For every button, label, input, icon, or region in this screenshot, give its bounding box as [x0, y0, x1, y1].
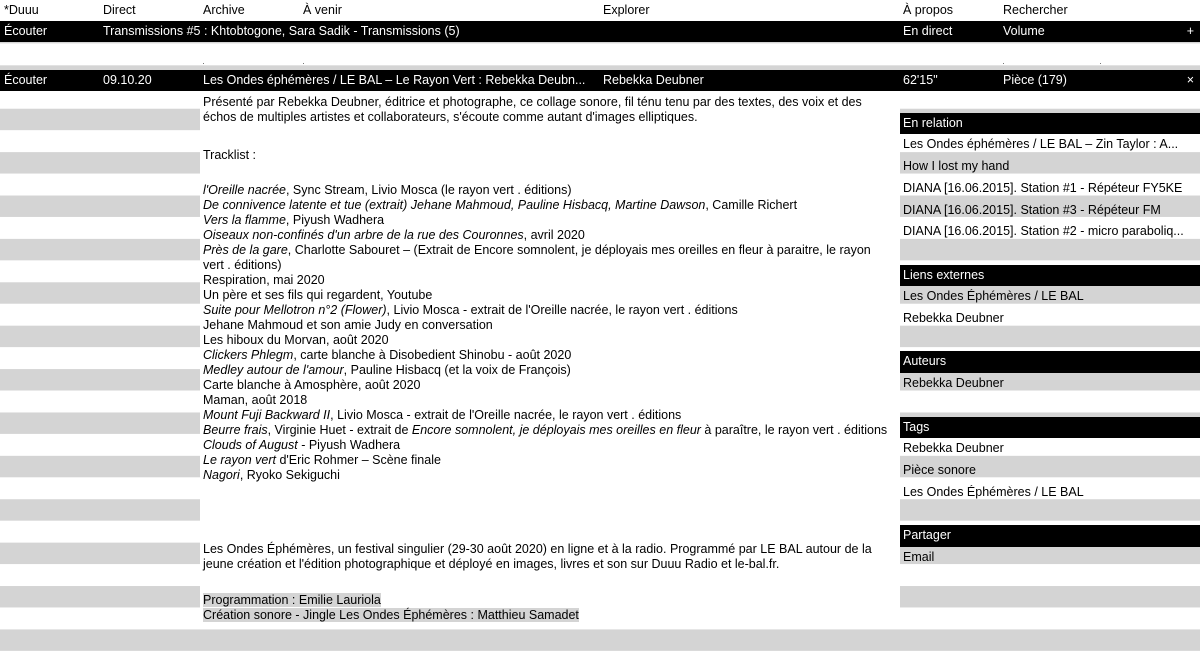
sidebar-item-related[interactable]: [900, 178, 1200, 200]
sidebar-item-author-label: Rebekka Deubner: [903, 376, 1004, 391]
track-title: Nagori: [203, 468, 240, 482]
track-info: - Piyush Wadhera: [297, 438, 401, 452]
expand-icon[interactable]: +: [1186, 24, 1194, 38]
track-item: [203, 183, 895, 198]
episode-type[interactable]: Pièce (179): [1003, 73, 1067, 87]
track-title: Clouds of August: [203, 438, 298, 452]
festival-text: Les Ondes Éphémères, un festival singulier (29-30 août 2020) en ligne et à la radio. Programmé par LE BAL autour de la jeune création et l'édition photographique et déployé en images, livres et son sur Duuu Radio et le-bal.fr.: [203, 542, 872, 571]
track-title: Clickers Phlegm: [203, 348, 294, 362]
track-item: [203, 243, 895, 273]
live-indicator: En direct: [903, 24, 953, 38]
sidebar-item-related-label: DIANA [16.06.2015]. Station #2 - micro paraboliq...: [903, 224, 1184, 239]
sidebar-item-related-label: DIANA [16.06.2015]. Station #3 - Répéteur FM: [903, 202, 1161, 217]
track-item: [203, 423, 895, 438]
sidebar-item-tag[interactable]: [900, 460, 1200, 482]
track-item: [203, 303, 895, 318]
divider-tick: [203, 63, 204, 64]
episode-bar: [0, 70, 1200, 91]
listen-live-button[interactable]: Écouter: [4, 24, 48, 38]
sidebar-item-tag-label: Pièce sonore: [903, 462, 976, 477]
track-title: De connivence latente et tue (extrait) Jehane Mahmoud, Pauline Hisbacq, Martine Dawson: [203, 198, 706, 212]
sidebar-heading-link-label: Liens externes: [903, 267, 985, 282]
track-info: Carte blanche à Amosphère, août 2020: [203, 378, 421, 392]
track-item: [203, 198, 895, 213]
close-icon[interactable]: ×: [1186, 73, 1194, 87]
credit-line: Programmation : Emilie Lauriola: [203, 593, 381, 607]
track-title: Encore somnolent, je déployais mes oreilles en fleur: [411, 423, 701, 437]
track-title: Medley autour de l'amour: [203, 363, 344, 377]
sidebar-item-tag-label: Les Ondes Éphémères / LE BAL: [903, 484, 1084, 499]
volume-control[interactable]: Volume: [1003, 24, 1045, 38]
track-item: [203, 438, 895, 453]
track-item: [203, 453, 895, 468]
sidebar-item-related[interactable]: [900, 200, 1200, 222]
sidebar-heading-tag: [900, 417, 1200, 439]
track-info: Les hiboux du Morvan, août 2020: [203, 333, 389, 347]
track-title: Le rayon vert: [203, 453, 276, 467]
track-title: Beurre frais: [203, 423, 268, 437]
track-item: [203, 273, 895, 288]
tracklist-label: Tracklist :: [203, 148, 257, 162]
track-title: l'Oreille nacrée: [203, 183, 286, 197]
sidebar-item-link-label: Rebekka Deubner: [903, 311, 1004, 325]
track-item: [203, 363, 895, 378]
sidebar-item-share-label: Email: [903, 549, 935, 564]
sidebar-heading-related: [900, 113, 1200, 135]
episode-duration: 62'15": [903, 73, 938, 87]
nav-archive[interactable]: Archive: [203, 3, 245, 17]
nav-explore[interactable]: Explorer: [603, 3, 650, 17]
track-item: [203, 333, 895, 348]
episode-date: 09.10.20: [103, 73, 152, 87]
track-item: [203, 213, 895, 228]
track-item: [203, 468, 895, 483]
track-info: , Pauline Hisbacq (et la voix de François): [343, 363, 571, 377]
track-info: à paraître, le rayon vert . éditions: [700, 423, 888, 437]
sidebar-item-related-label: DIANA [16.06.2015]. Station #1 - Répéteur FY5KE: [903, 180, 1183, 195]
intro-text: Présenté par Rebekka Deubner, éditrice et photographe, ce collage sonore, fil ténu tenu par des textes, des voix et des échos de multiples artistes et collaborateurs, s'écoute comme autant d'images elliptiques.: [203, 95, 862, 124]
brand-logo[interactable]: *Duuu: [4, 3, 39, 17]
track-info: Maman, août 2018: [203, 393, 308, 407]
track-item: [203, 228, 895, 243]
track-info: , carte blanche à Disobedient Shinobu - août 2020: [293, 348, 572, 362]
nav-about[interactable]: À propos: [903, 3, 954, 17]
track-title: Vers la flamme: [203, 213, 286, 227]
track-title: Mount Fuji Backward II: [203, 408, 331, 422]
sidebar-item-author[interactable]: [900, 373, 1200, 395]
sidebar-item-tag[interactable]: [900, 438, 1200, 460]
sidebar-item-related-label: Les Ondes éphémères / LE BAL – Zin Taylor : A...: [903, 137, 1179, 152]
divider-tick: [303, 63, 304, 64]
track-item: [203, 378, 895, 393]
track-info: , avril 2020: [523, 228, 585, 242]
sidebar-heading-author-label: Auteurs: [903, 354, 947, 369]
now-playing-title[interactable]: Transmissions #5 : Khtobtogone, Sara Sadik - Transmissions (5): [103, 24, 460, 38]
sidebar-heading-tag-label: Tags: [903, 419, 930, 434]
sidebar-item-share[interactable]: [900, 547, 1200, 569]
track-info: d'Eric Rohmer – Scène finale: [275, 453, 441, 467]
track-title: Suite pour Mellotron n°2 (Flower): [203, 303, 387, 317]
credits: [203, 593, 895, 623]
episode-description: [200, 91, 900, 625]
sidebar-item-tag[interactable]: [900, 482, 1200, 504]
sidebar-item-link[interactable]: [900, 286, 1200, 308]
divider-tick: [1100, 63, 1101, 64]
track-info: , Livio Mosca - extrait de l'Oreille nacrée, le rayon vert . éditions: [386, 303, 738, 317]
credit-line: Création sonore - Jingle Les Ondes Éphémères : Matthieu Samadet: [203, 608, 579, 622]
nav-upcoming[interactable]: À venir: [303, 3, 342, 17]
track-info: Jehane Mahmoud et son amie Judy en conversation: [203, 318, 493, 332]
track-title: Près de la gare: [203, 243, 288, 257]
track-info: , Livio Mosca - extrait de l'Oreille nacrée, le rayon vert . éditions: [330, 408, 682, 422]
tracklist: [203, 183, 895, 483]
nav-direct[interactable]: Direct: [103, 3, 136, 17]
track-item: [203, 408, 895, 423]
track-item: [203, 288, 895, 303]
sidebar-heading-link: [900, 265, 1200, 287]
sidebar-item-tag-label: Rebekka Deubner: [903, 441, 1004, 456]
sidebar-item-related[interactable]: [900, 221, 1200, 243]
track-info: , Piyush Wadhera: [285, 213, 385, 227]
sidebar-heading-share: [900, 525, 1200, 547]
nav-search[interactable]: Rechercher: [1003, 3, 1068, 17]
sidebar-item-related-label: How I lost my hand: [903, 159, 1010, 174]
track-info: , Camille Richert: [705, 198, 798, 212]
sidebar-heading-share-label: Partager: [903, 528, 951, 542]
episode-author[interactable]: Rebekka Deubner: [603, 73, 704, 87]
sidebar-item-related[interactable]: [900, 156, 1200, 178]
divider-tick: [1003, 63, 1004, 64]
sidebar-heading-related-label: En relation: [903, 115, 963, 130]
episode-title: Les Ondes éphémères / LE BAL – Le Rayon Vert : Rebekka Deubn...: [203, 73, 586, 87]
track-info: , Sync Stream, Livio Mosca (le rayon vert . éditions): [285, 183, 572, 197]
track-info: Respiration, mai 2020: [203, 273, 325, 287]
episode-listen-button[interactable]: Écouter: [4, 73, 48, 87]
track-info: , Ryoko Sekiguchi: [239, 468, 340, 482]
track-title: Oiseaux non-confinés d'un arbre de la rue des Couronnes: [203, 228, 524, 242]
live-player-bar: [0, 21, 1200, 42]
track-info: , Virginie Huet - extrait de: [267, 423, 412, 437]
sidebar-item-link-label: Les Ondes Éphémères / LE BAL: [903, 289, 1084, 304]
sidebar-heading-author: [900, 351, 1200, 373]
track-item: [203, 348, 895, 363]
track-item: [203, 318, 895, 333]
track-item: [203, 393, 895, 408]
track-info: , Charlotte Sabouret – (Extrait de Encore somnolent, je déployais mes oreilles en fleur à paraitre, le rayon vert . éditions): [203, 243, 871, 272]
sidebar-item-link[interactable]: [900, 308, 1200, 330]
track-info: Un père et ses fils qui regardent, Youtube: [203, 288, 433, 302]
sidebar-item-related[interactable]: [900, 134, 1200, 156]
